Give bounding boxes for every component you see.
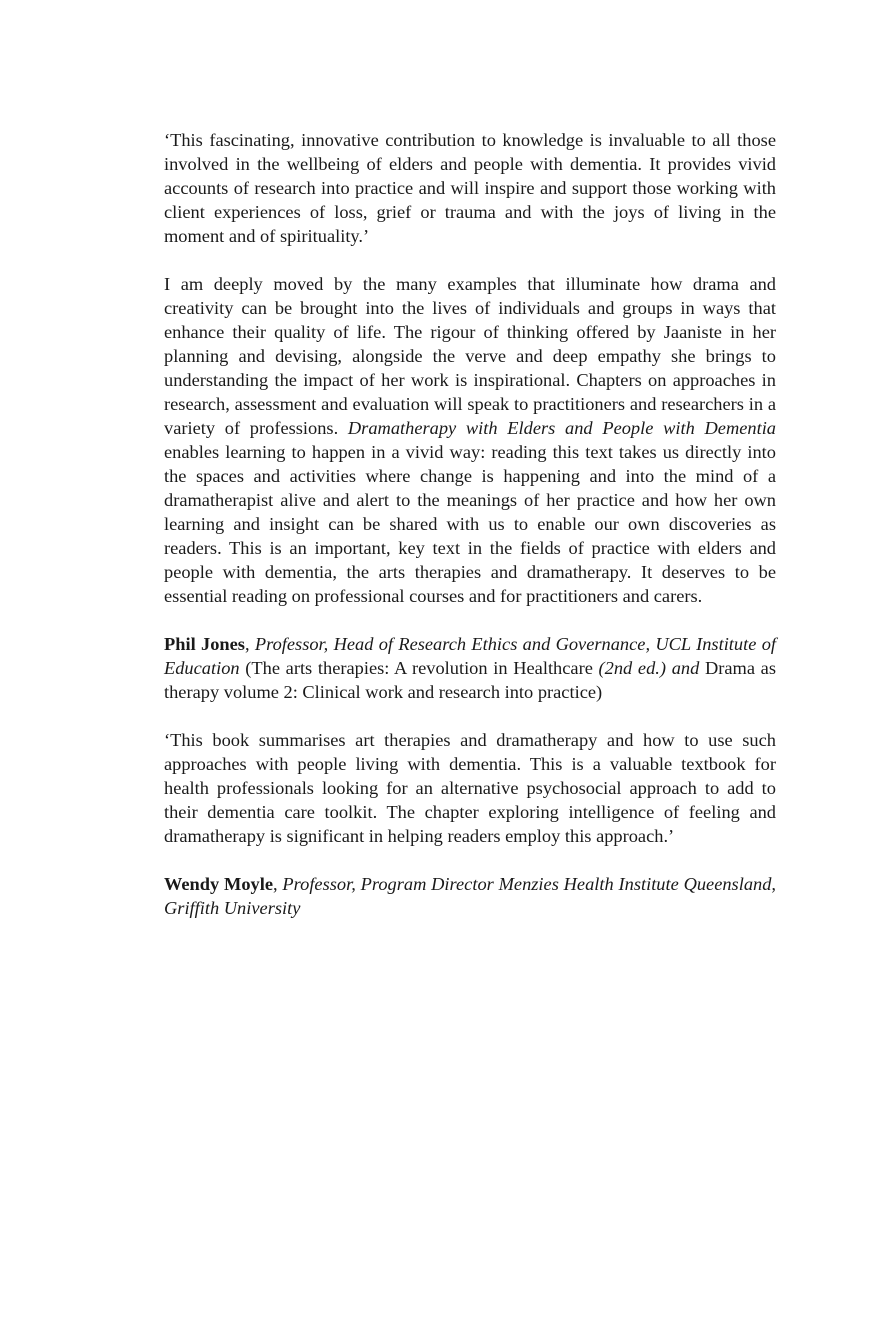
endorser-works-b: (2nd ed.) and — [598, 658, 700, 678]
endorsements-page — [164, 128, 776, 944]
endorser-works-c: Drama as therapy volume 2: Clinical work and research into practice) — [164, 658, 776, 702]
book-title: Dramatherapy with Elders and People with Dementia — [347, 418, 776, 438]
quote-2-text-start: I am deeply moved by the many examples that illuminate how drama and creativity can be brought into the lives of individuals and groups in ways that enhance their quality of life. The rigour of thinking offered by Jaaniste in her planning and devising, alongside the verve and deep empathy she brings to understanding the impact of her work is inspirational. Chapters on approaches in research, assessment and evaluation will speak to practitioners and researchers in a variety of professions. — [164, 274, 776, 438]
attribution-2 — [164, 872, 776, 920]
endorser-name: Wendy Moyle — [164, 874, 274, 894]
quote-2-text-end: enables learning to happen in a vivid way: reading this text takes us directly into the spaces and activities where change is happening and into the mind of a dramatherapist alive and alert to the meanings of her practice and how her own learning and insight can be shared with us to enable our own discoveries as readers. This is an important, key text in the fields of practice with elders and people with dementia, the arts therapies and dramatherapy. It deserves to be essential reading on professional courses and for practitioners and carers. — [164, 442, 776, 606]
endorser-role: Professor, Head of Research Ethics and Governance, UCL Institute of Education — [164, 634, 777, 678]
endorser-name: Phil Jones — [164, 634, 245, 654]
endorsement-quote-3: ‘This book summarises art therapies and dramatherapy and how to use such approaches with people living with dementia. This is a valuable textbook for health professionals looking for an alternative psychosocial approach to add to their dementia care toolkit. The chapter exploring intelligence of feeling and dramatherapy is significant in helping readers employ this approach.’ — [164, 730, 776, 846]
endorsement-quote-1: ‘This fascinating, innovative contribution to knowledge is invaluable to all those involved in the wellbeing of elders and people with dementia. It provides vivid accounts of research into practice and will inspire and support those working with client experiences of loss, grief or trauma and with the joys of living in the moment and of spirituality.’ — [164, 130, 776, 246]
endorser-works-a: (The arts therapies: A revolution in Healthcare — [239, 658, 599, 678]
endorser-role: Professor, Program Director Menzies Health Institute Queensland, Griffith University — [164, 874, 777, 918]
attribution-1 — [164, 632, 776, 704]
separator: , — [273, 874, 283, 894]
endorsement-quote-2 — [164, 272, 776, 608]
separator: , — [244, 634, 255, 654]
